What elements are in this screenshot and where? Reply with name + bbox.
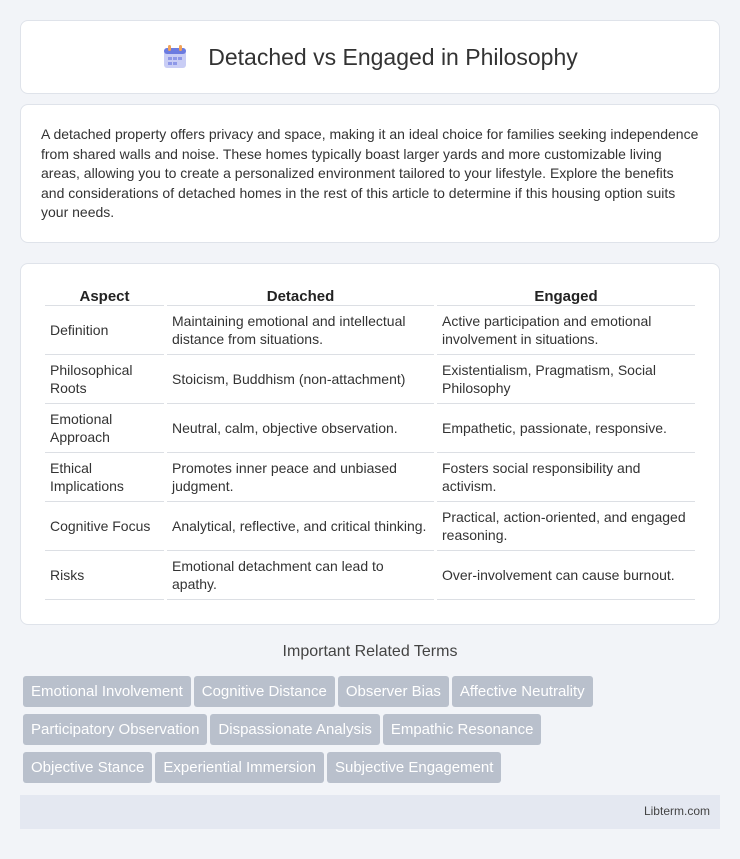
engaged-cell: Active participation and emotional involvement in situations.: [437, 306, 695, 355]
engaged-cell: Existentialism, Pragmatism, Social Philosophy: [437, 355, 695, 404]
footer: [20, 795, 720, 829]
engaged-cell: Over-involvement can cause burnout.: [437, 551, 695, 600]
tag-cognitive-distance[interactable]: Cognitive Distance: [194, 676, 335, 707]
tag-experiential-immersion[interactable]: Experiential Immersion: [155, 752, 324, 783]
tag-objective-stance[interactable]: Objective Stance: [23, 752, 152, 783]
table-row: [45, 551, 695, 600]
calendar-icon: [162, 44, 188, 70]
comparison-card: [20, 263, 720, 625]
detached-cell: Neutral, calm, objective observation.: [167, 404, 434, 453]
detached-cell: Promotes inner peace and unbiased judgment.: [167, 453, 434, 502]
tag-dispassionate-analysis[interactable]: Dispassionate Analysis: [210, 714, 379, 745]
related-terms-section: [0, 643, 740, 661]
tag-affective-neutrality[interactable]: Affective Neutrality: [452, 676, 593, 707]
comparison-table: [42, 284, 698, 600]
tag-participatory-observation[interactable]: Participatory Observation: [23, 714, 207, 745]
intro-card: [20, 104, 720, 243]
detached-cell: Maintaining emotional and intellectual distance from situations.: [167, 306, 434, 355]
engaged-cell: Fosters social responsibility and activism.: [437, 453, 695, 502]
tag-empathic-resonance[interactable]: Empathic Resonance: [383, 714, 542, 745]
table-row: [45, 502, 695, 551]
header-aspect: Aspect: [45, 284, 164, 306]
aspect-cell: Emotional Approach: [45, 404, 164, 453]
tag-subjective-engagement[interactable]: Subjective Engagement: [327, 752, 501, 783]
table-header-row: [45, 284, 695, 306]
page-title: Detached vs Engaged in Philosophy: [208, 43, 578, 70]
table-row: [45, 355, 695, 404]
table-row: [45, 306, 695, 355]
tag-emotional-involvement[interactable]: Emotional Involvement: [23, 676, 191, 707]
related-terms-tags: [23, 676, 723, 790]
table-row: [45, 404, 695, 453]
header-detached: Detached: [167, 284, 434, 306]
header-engaged: Engaged: [437, 284, 695, 306]
aspect-cell: Risks: [45, 551, 164, 600]
detached-cell: Emotional detachment can lead to apathy.: [167, 551, 434, 600]
engaged-cell: Empathetic, passionate, responsive.: [437, 404, 695, 453]
detached-cell: Stoicism, Buddhism (non-attachment): [167, 355, 434, 404]
header-card: [20, 20, 720, 94]
aspect-cell: Cognitive Focus: [45, 502, 164, 551]
tag-observer-bias[interactable]: Observer Bias: [338, 676, 449, 707]
detached-cell: Analytical, reflective, and critical thinking.: [167, 502, 434, 551]
engaged-cell: Practical, action-oriented, and engaged reasoning.: [437, 502, 695, 551]
aspect-cell: Philosophical Roots: [45, 355, 164, 404]
footer-site-link[interactable]: Libterm.com: [643, 804, 710, 818]
table-row: [45, 453, 695, 502]
related-terms-title: Important Related Terms: [282, 643, 458, 660]
intro-text: A detached property offers privacy and space, making it an ideal choice for families seeking independence from shared walls and noise. These homes typically boast larger yards and more customizable living areas, allowing you to create a personalized environment tailored to your lifestyle. Explore the benefits and considerations of detached homes in the rest of this article to determine if this housing option suits your needs.: [41, 126, 699, 221]
aspect-cell: Ethical Implications: [45, 453, 164, 502]
aspect-cell: Definition: [45, 306, 164, 355]
